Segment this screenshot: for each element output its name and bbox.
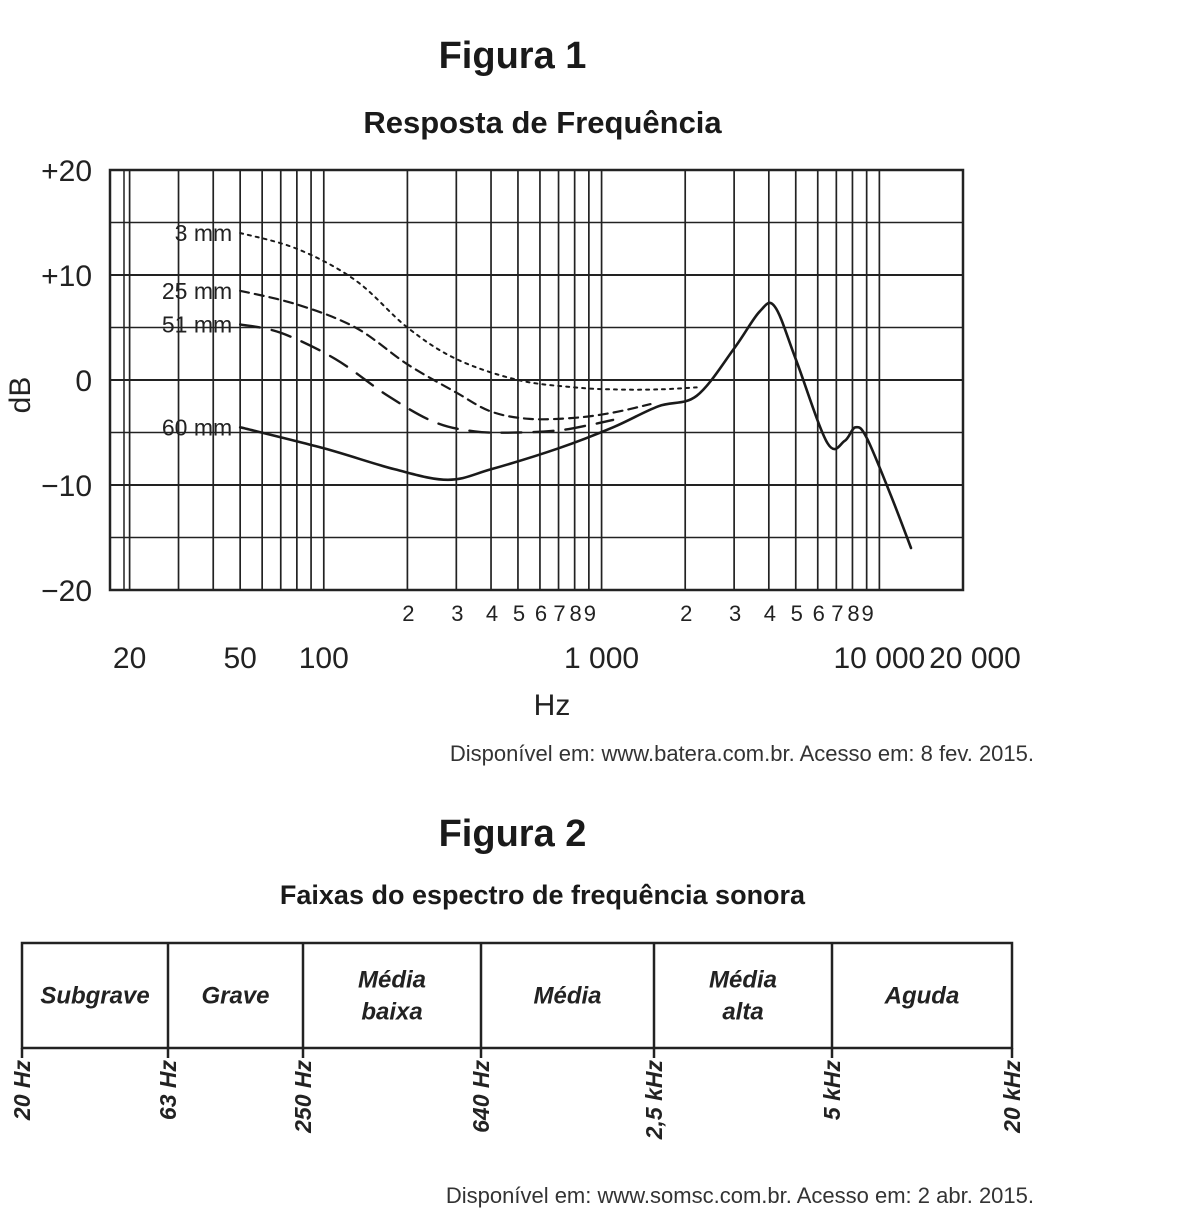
x-minor-tick-label: 8 (569, 601, 582, 626)
x-minor-tick-label: 5 (512, 601, 526, 626)
y-tick-label: 0 (75, 365, 92, 398)
x-minor-tick-label: 3 (451, 601, 464, 626)
x-minor-tick-label: 3 (728, 601, 742, 626)
x-minor-tick-label: 9 (861, 601, 874, 626)
y-axis-label: dB (4, 376, 37, 414)
band-label: baixa (361, 998, 423, 1026)
band-label: Média (708, 966, 778, 994)
x-minor-tick-label: 4 (485, 601, 499, 626)
band-label: Grave (201, 982, 270, 1010)
figure-2-title: Figura 2 (438, 813, 587, 855)
boundary-label: 20 kHz (999, 1060, 1025, 1133)
y-tick-label: −20 (41, 575, 92, 608)
x-minor-tick-label: 6 (812, 601, 825, 626)
band-label: Média (533, 982, 602, 1010)
x-minor-tick-label: 4 (763, 601, 776, 626)
x-axis-label: Hz (533, 689, 571, 722)
x-tick-label: 20 (112, 642, 147, 675)
series-label: 60 mm (161, 414, 233, 441)
y-tick-label: +20 (41, 155, 92, 188)
boundary-label: 640 Hz (468, 1060, 494, 1133)
boundary-label: 5 kHz (819, 1060, 845, 1121)
x-tick-label: 50 (223, 642, 257, 675)
figure-1-source: Disponível em: www.batera.com.br. Acesso em: 8 fev. 2015. (449, 741, 1034, 766)
x-minor-tick-label: 2 (680, 601, 693, 626)
x-tick-label: 20 000 (929, 642, 1021, 675)
series-label: 3 mm (174, 220, 233, 246)
x-minor-tick-label: 8 (847, 601, 860, 626)
y-tick-label: +10 (41, 260, 92, 293)
band-label: Média (357, 966, 427, 994)
x-minor-tick-label: 7 (553, 601, 566, 626)
series-line (240, 303, 911, 548)
boundary-label: 2,5 kHz (641, 1060, 667, 1140)
series-label: 25 mm (161, 277, 233, 304)
y-tick-label: −10 (41, 470, 92, 503)
band-label: alta (722, 998, 764, 1026)
x-minor-tick-label: 7 (831, 601, 844, 626)
x-minor-tick-label: 6 (534, 601, 548, 626)
figure-1-title: Figura 1 (438, 35, 587, 77)
x-tick-label: 10 000 (833, 642, 926, 675)
boundary-label: 63 Hz (155, 1060, 181, 1121)
figure-2-subtitle: Faixas do espectro de frequência sonora (279, 880, 806, 910)
x-tick-label: 1 000 (564, 642, 640, 675)
boundary-label: 250 Hz (290, 1060, 316, 1133)
figure-2-source: Disponível em: www.somsc.com.br. Acesso em: 2 abr. 2015. (445, 1183, 1034, 1208)
series-label: 51 mm (161, 311, 233, 338)
x-minor-tick-label: 9 (583, 601, 596, 626)
x-minor-tick-label: 5 (790, 601, 803, 626)
band-label: Aguda (884, 982, 960, 1010)
x-minor-tick-label: 2 (402, 601, 415, 626)
frequency-bands-diagram (0, 930, 1200, 1160)
bands-frame (22, 943, 1012, 1048)
band-label: Subgrave (40, 982, 150, 1010)
chart-title: Resposta de Frequência (363, 105, 722, 140)
series-line (240, 233, 697, 390)
x-tick-label: 100 (298, 642, 349, 675)
boundary-label: 20 Hz (9, 1060, 35, 1121)
